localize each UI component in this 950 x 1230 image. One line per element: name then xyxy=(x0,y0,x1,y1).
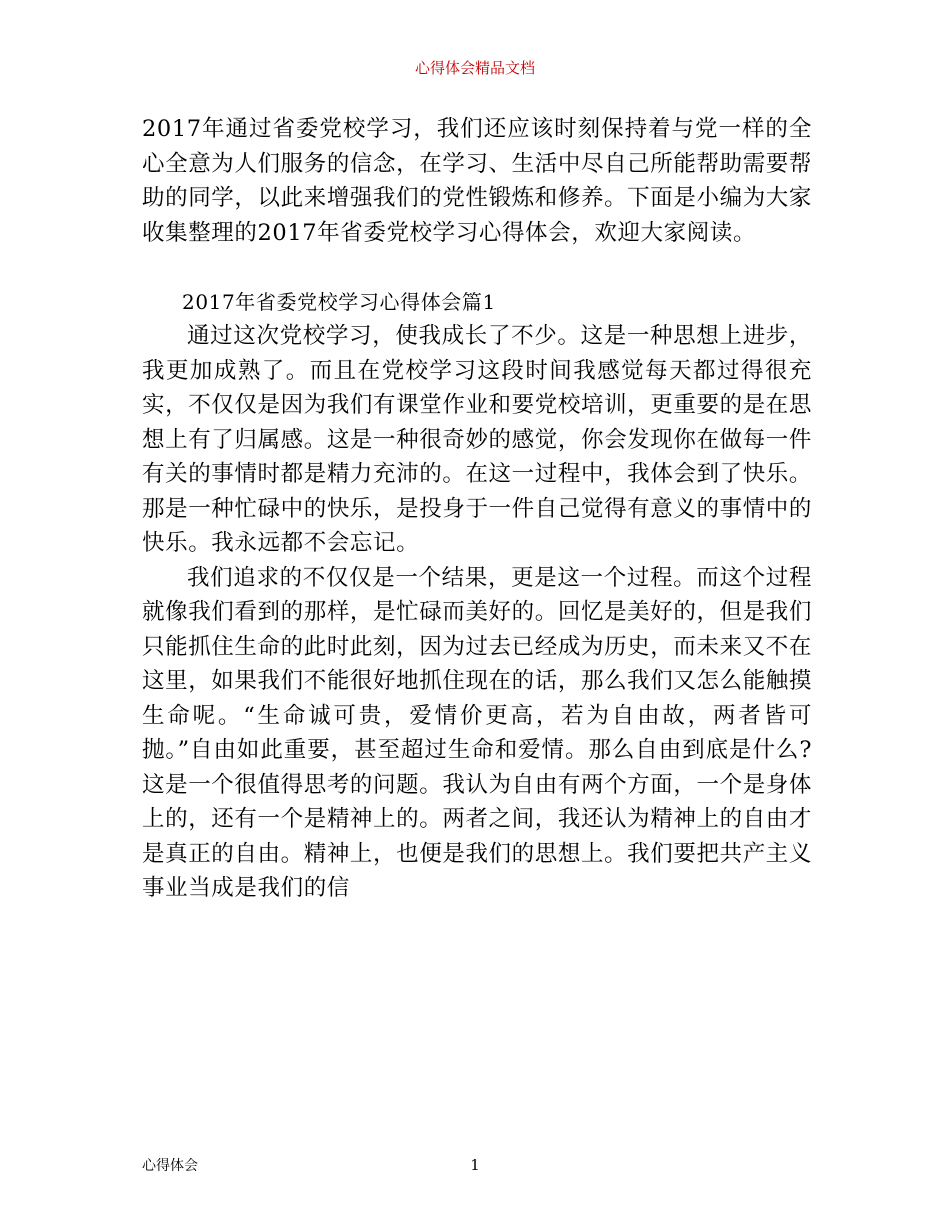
intro-paragraph: 2017年通过省委党校学习，我们还应该时刻保持着与党一样的全心全意为人们服务的信念，在学习、生活中尽自己所能帮助需要帮助的同学，以此来增强我们的党性锻炼和修养。下面是小编为大家收集整理的2017年省委党校学习心得体会，欢迎大家阅读。 xyxy=(142,116,812,246)
page-header-title: 心得体会精品文档 xyxy=(414,59,535,77)
body-paragraph-2: 我们追求的不仅仅是一个结果，更是这一个过程。而这个过程就像我们看到的那样，是忙碌而美好的。回忆是美好的，但是我们只能抓住生命的此时此刻，因为过去已经成为历史，而未来又不在这里，如果我们不能很好地抓住现在的话，那么我们又怎么能触摸生命呢。“生命诚可贵，爱情价更高，若为自由故，两者皆可抛。”自由如此重要，甚至超过生命和爱情。那么自由到底是什么?这是一个很值得思考的问题。我认为自由有两个方面，一个是身体上的，还有一个是精神上的。两者之间，我还认为精神上的自由才是真正的自由。精神上，也便是我们的思想上。我们要把共产主义事业当成是我们的信 xyxy=(142,564,812,901)
section-title: 2017年省委党校学习心得体会篇1 xyxy=(182,289,496,314)
page-number: 1 xyxy=(470,1156,480,1174)
document-body xyxy=(142,112,812,906)
body-paragraph-1: 通过这次党校学习，使我成长了不少。这是一种思想上进步，我更加成熟了。而且在党校学习这段时间我感觉每天都过得很充实，不仅仅是因为我们有课堂作业和要党校培训，更重要的是在思想上有了归属感。这是一种很奇妙的感觉，你会发现你在做每一件有关的事情时都是精力充沛的。在这一过程中，我体会到了快乐。那是一种忙碌中的快乐，是投身于一件自己觉得有意义的事情中的快乐。我永远都不会忘记。 xyxy=(142,323,812,556)
footer-label: 心得体会 xyxy=(142,1158,198,1174)
